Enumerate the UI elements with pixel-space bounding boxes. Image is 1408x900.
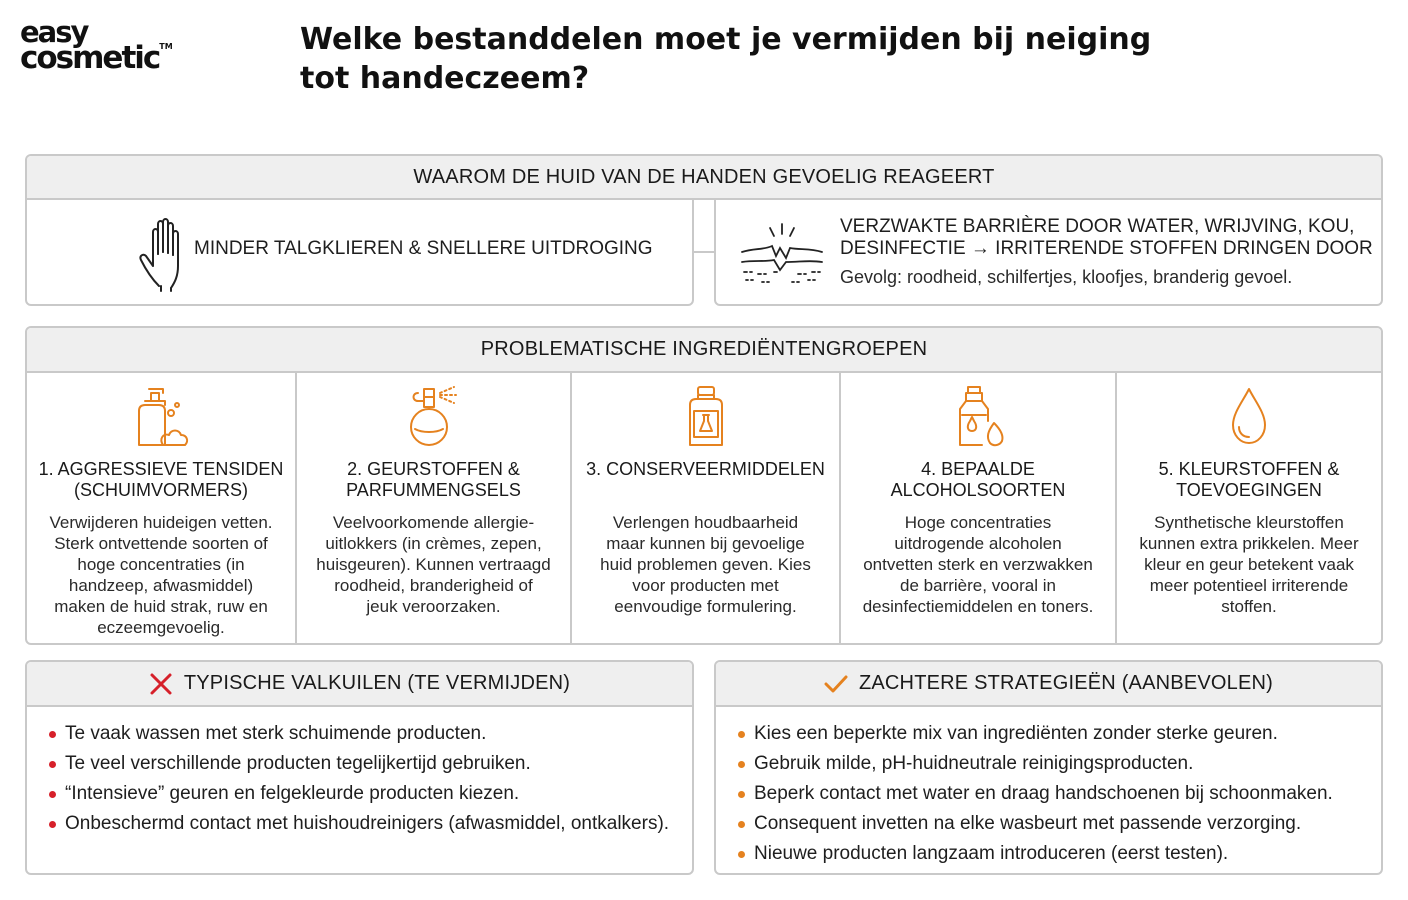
group-card-preservatives bbox=[572, 373, 841, 645]
strategies-header bbox=[716, 662, 1381, 707]
list-item: “Intensieve” geuren en felgekleurde producten kiezen. bbox=[47, 779, 692, 809]
why-section-header bbox=[25, 154, 1383, 200]
group-card-tensides bbox=[27, 373, 297, 645]
perfume-bottle-icon bbox=[404, 385, 464, 449]
logo-line-1: easy bbox=[20, 15, 88, 49]
group-body: Synthetische kleurstoffen kunnen extra prikkelen. Meer kleur en geur betekent vaak meer potentieel irriterende stoffen. bbox=[1139, 513, 1359, 616]
list-item: Te veel verschillende producten tegelijkertijd gebruiken. bbox=[47, 749, 692, 779]
group-title: 2. GEURSTOFFEN & PARFUMMENGSELS bbox=[346, 459, 521, 500]
checkmark-icon bbox=[824, 672, 848, 696]
group-card-fragrances bbox=[297, 373, 572, 645]
brand-logo bbox=[20, 15, 180, 76]
logo-line-2: cosmetic™ bbox=[20, 40, 173, 76]
group-card-colorants bbox=[1117, 373, 1381, 645]
droplet-icon bbox=[1219, 385, 1279, 449]
pitfalls-heading: TYPISCHE VALKUILEN (TE VERMIJDEN) bbox=[183, 672, 571, 694]
group-title: 1. AGGRESSIEVE TENSIDEN (SCHUIMVORMERS) bbox=[38, 459, 284, 500]
why-left-box bbox=[25, 198, 694, 306]
why-heading: WAAROM DE HUID VAN DE HANDEN GEVOELIG REAGEERT bbox=[27, 156, 1381, 200]
cracked-skin-icon bbox=[740, 222, 824, 286]
groups-heading: PROBLEMATISCHE INGREDIËNTENGROEPEN bbox=[27, 328, 1381, 373]
group-body: Verlengen houdbaarheid maar kunnen bij gevoelige huid problemen geven. Kies voor producten met eenvoudige formulering. bbox=[600, 513, 811, 616]
preservative-bottle-icon bbox=[676, 385, 736, 449]
group-title: 5. KLEURSTOFFEN & TOEVOEGINGEN bbox=[1158, 459, 1340, 500]
page-title: Welke bestanddelen moet je vermijden bij neiging tot handeczeem? bbox=[300, 22, 1152, 96]
group-body: Verwijderen huideigen vetten. Sterk ontvettende soorten of hoge concentraties (in handzeep, afwasmiddel) maken de huid strak, ruw en eczeemgevoelig. bbox=[49, 513, 273, 637]
connector-line bbox=[694, 251, 714, 253]
group-title: 3. CONSERVEERMIDDELEN bbox=[586, 459, 825, 479]
list-item: Kies een beperkte mix van ingrediënten zonder sterke geuren. bbox=[736, 719, 1381, 749]
strategies-heading: ZACHTERE STRATEGIEËN (AANBEVOLEN) bbox=[858, 672, 1274, 694]
pitfalls-header bbox=[27, 662, 692, 707]
list-item: Consequent invetten na elke wasbeurt met passende verzorging. bbox=[736, 809, 1381, 839]
group-body: Veelvoorkomende allergie- uitlokkers (in crèmes, zepen, huisgeuren). Kunnen vertraagd roodheid, branderigheid of jeuk veroorzaken. bbox=[316, 513, 551, 616]
why-left-text: MINDER TALGKLIEREN & SNELLERE UITDROGING bbox=[194, 238, 653, 259]
group-title: 4. BEPAALDE ALCOHOLSOORTEN bbox=[890, 459, 1066, 500]
group-card-alcohols bbox=[841, 373, 1117, 645]
why-right-title: VERZWAKTE BARRIÈRE DOOR WATER, WRIJVING, KOU, DESINFECTIE → IRRITERENDE STOFFEN DRINGEN DOOR bbox=[840, 216, 1373, 259]
strategies-section bbox=[714, 660, 1383, 875]
list-item: Onbeschermd contact met huishoudreinigers (afwasmiddel, ontkalkers). bbox=[47, 809, 692, 839]
alcohol-bottle-icon bbox=[948, 385, 1008, 449]
list-item: Nieuwe producten langzaam introduceren (eerst testen). bbox=[736, 839, 1381, 869]
cross-icon bbox=[149, 672, 173, 696]
list-item: Te vaak wassen met sterk schuimende producten. bbox=[47, 719, 692, 749]
why-right-result: Gevolg: roodheid, schilfertjes, kloofjes, branderig gevoel. bbox=[840, 267, 1293, 287]
list-item: Beperk contact met water en draag handschoenen bij schoonmaken. bbox=[736, 779, 1381, 809]
group-body: Hoge concentraties uitdrogende alcoholen ontvetten sterk en verzwakken de barrière, vooral in desinfectiemiddelen en toners. bbox=[862, 513, 1094, 616]
ingredient-groups-section bbox=[25, 326, 1383, 645]
pitfalls-list bbox=[27, 707, 692, 839]
pitfalls-section bbox=[25, 660, 694, 875]
soap-pump-icon bbox=[131, 385, 191, 449]
why-right-box bbox=[714, 198, 1383, 306]
strategies-list bbox=[716, 707, 1381, 869]
list-item: Gebruik milde, pH-huidneutrale reinigingsproducten. bbox=[736, 749, 1381, 779]
hand-icon bbox=[137, 216, 197, 292]
